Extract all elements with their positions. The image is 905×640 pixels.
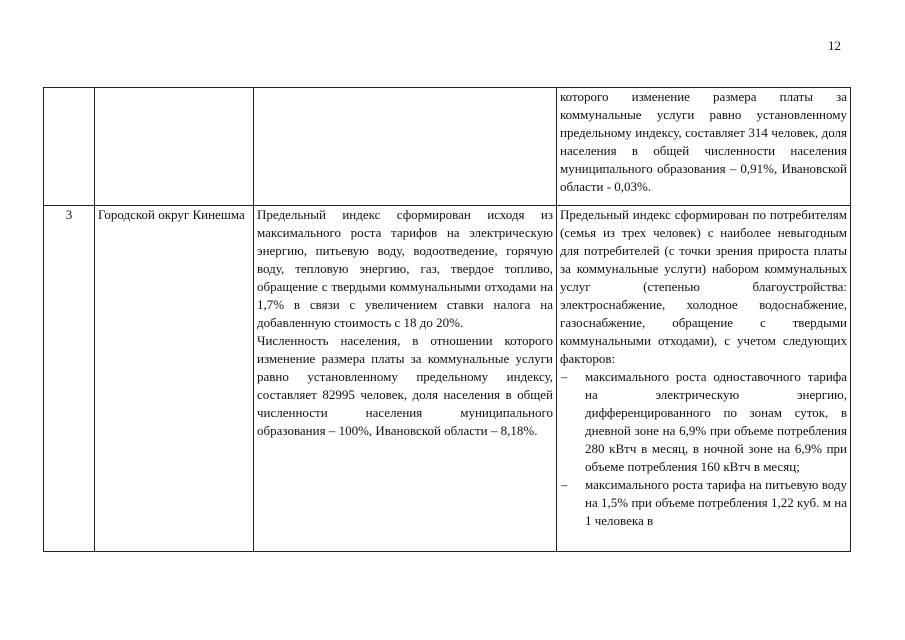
- cell-municipality-empty: [95, 88, 254, 206]
- page-number: 12: [828, 38, 841, 53]
- factors-list: [560, 368, 847, 530]
- cell-population-continuation: [557, 88, 851, 206]
- cell-number-empty: [44, 88, 95, 206]
- index-formation-paragraph-1: Предельный индекс сформирован исходя из максимального роста тарифов на электрическую энергию, питьевую воду, водоотведение, горячую воду, тепловую энергию, газ, твердое топливо, обращение с твердыми коммунальными отходами на 1,7% в связи с увеличением ставки налога на добавленную стоимость с 18 до 20%.: [257, 207, 553, 330]
- dash-bullet: –: [561, 369, 568, 384]
- factor-text: максимального роста одноставочного тарифа на электрическую энергию, дифференцированного по зонам суток, в дневной зоне на 6,9% при объеме потребления 280 кВтч в месяц, в ночной зоне на 6,9% при объеме потребления 160 кВтч в месяц;: [585, 369, 847, 474]
- cell-row-number: [44, 206, 95, 552]
- table-row: [44, 206, 851, 552]
- cell-consumer-set: [557, 206, 851, 552]
- indices-table: [43, 87, 851, 552]
- population-continuation-text: которого изменение размера платы за коммунальные услуги равно установленному предельному индексу, составляет 314 человек, доля населения в общей численности населения муниципального образования – 0,91%, Ивановской области - 0,03%.: [560, 89, 847, 194]
- cell-municipality: [95, 206, 254, 552]
- dash-bullet: –: [561, 477, 568, 492]
- table-row: [44, 88, 851, 206]
- list-item: [560, 476, 847, 530]
- factor-text: максимального роста тарифа на питьевую воду на 1,5% при объеме потребления 1,22 куб. м на 1 человека в: [585, 477, 847, 528]
- cell-formation-empty: [254, 88, 557, 206]
- row-number: 3: [65, 207, 73, 222]
- index-formation-paragraph-2: Численность населения, в отношении которого изменение размера платы за коммунальные услуги равно установленному предельному индексу, составляет 82995 человек, доля населения в общей численности населения муниципального образования – 100%, Ивановской области – 8,18%.: [257, 333, 553, 438]
- list-item: [560, 368, 847, 476]
- municipality-name: Городской округ Кинешма: [98, 207, 245, 222]
- consumer-intro: Предельный индекс сформирован по потребителям (семья из трех человек) с наиболее невыгодным для потребителей (с точки зрения прироста платы за коммунальные услуги) набором коммунальных услуг (степенью благоустройства: электроснабжение, холодное водоснабжение, газоснабжение, обращение с твердыми коммунальными отходами), с учетом следующих факторов:: [560, 207, 847, 366]
- cell-index-formation: [254, 206, 557, 552]
